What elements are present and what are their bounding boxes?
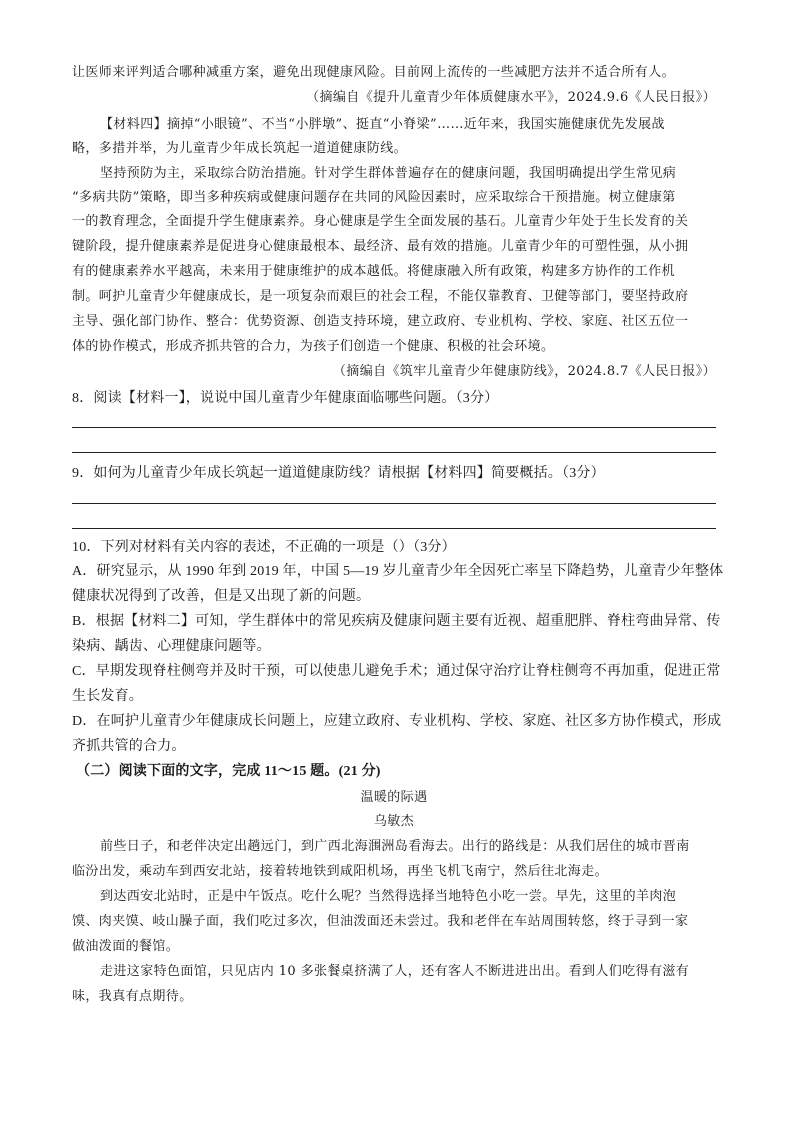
material4-para2-line: 一的教育理念，全面提升学生健康素养。身心健康是学生全面发展的基石。儿童青少年处于生长发育的关 <box>72 214 689 229</box>
option-d-line-1[interactable]: D．在呵护儿童青少年健康成长问题上，应建立政府、专业机构、学校、家庭、社区多方协作模式，形成 <box>72 714 722 729</box>
material4-line-2: 略，多措并举，为儿童青少年成长筑起一道道健康防线。 <box>72 141 408 156</box>
option-c-line-2: 生长发育。 <box>72 689 143 704</box>
material4-para2-line: 键阶段，提升健康素养是促进身心健康最根本、最经济、最有效的措施。儿童青少年的可塑性强，从小拥 <box>72 239 689 254</box>
option-b-line-2: 染病、龋齿、心理健康问题等。 <box>72 639 271 654</box>
question-10: 10．下列对材料有关内容的表述，不正确的一项是（）（3分） <box>72 540 456 555</box>
carryover-line: 让医师来评判适合哪种减重方案，避免出现健康风险。目前网上流传的一些减肥方法并不适合所有人。 <box>72 65 676 80</box>
story-line: 馍、肉夹馍、岐山臊子面，我们吃过多次，但油泼面还未尝过。我和老伴在车站周围转悠，终于寻到一家 <box>72 914 689 929</box>
material4-para2-line: 制。呵护儿童青少年健康成长，是一项复杂而艰巨的社会工程，不能仅靠教育、卫健等部门，要坚持政府 <box>72 289 689 304</box>
story-line: 临汾出发，乘动车到西安北站，接着转地铁到咸阳机场，再坐飞机飞南宁，然后往北海走。 <box>72 864 609 879</box>
option-c-line-1[interactable]: C．早期发现脊柱侧弯并及时干预，可以使患儿避免手术；通过保守治疗让脊柱侧弯不再加重，促进正常 <box>72 664 721 679</box>
story-line: 走进这家特色面馆，只见店内 10 多张餐桌挤满了人，还有客人不断进进出出。看到人们吃得有滋有 <box>100 964 690 979</box>
answer-line[interactable] <box>72 503 716 504</box>
material4-para2-line: 有的健康素养水平越高，未来用于健康维护的成本越低。将健康融入所有政策，构建多方协作的工作机 <box>72 264 676 279</box>
source-citation-1: （摘编自《提升儿童青少年体质健康水平》，2024.9.6《人民日报》） <box>306 90 716 105</box>
option-a-line-1[interactable]: A．研究显示，从 1990 年到 2019 年，中国 5—19 岁儿童青少年全因死亡率呈下降趋势，儿童青少年整体 <box>72 564 724 579</box>
question-8: 8．阅读【材料一】，说说中国儿童青少年健康面临哪些问题。（3分） <box>72 391 499 406</box>
option-d-line-2: 齐抓共管的合力。 <box>72 739 186 754</box>
answer-line[interactable] <box>72 427 716 428</box>
material4-para2-line: 坚持预防为主，采取综合防治措施。针对学生群体普遍存在的健康问题，我国明确提出学生常见病 <box>100 166 677 181</box>
story-author: 乌敏杰 <box>373 814 415 829</box>
story-line: 到达西安北站时，正是中午饭点。吃什么呢？当然得选择当地特色小吃一尝。早先，这里的羊肉泡 <box>100 889 677 904</box>
story-line: 做油泼面的餐馆。 <box>72 939 180 954</box>
option-a-line-2: 健康状况得到了改善，但是又出现了新的问题。 <box>72 589 371 604</box>
answer-line[interactable] <box>72 528 716 529</box>
material4-para2-line: 主导、强化部门协作、整合：优势资源、创造支持环境，建立政府、专业机构、学校、家庭、社区五位一 <box>72 314 689 329</box>
story-title: 温暖的际遇 <box>360 790 428 805</box>
story-line: 味，我真有点期待。 <box>72 989 193 1004</box>
question-9: 9．如何为儿童青少年成长筑起一道道健康防线？请根据【材料四】简要概括。（3分） <box>72 466 605 481</box>
material4-para2-line: 体的协作模式，形成齐抓共管的合力，为孩子们创造一个健康、积极的社会环境。 <box>72 339 555 354</box>
answer-line[interactable] <box>72 452 716 453</box>
section-heading: （二）阅读下面的文字，完成 11～15 题。(21 分) <box>76 764 381 779</box>
source-citation-2: （摘编自《筑牢儿童青少年健康防线》，2024.8.7《人民日报》） <box>332 364 716 379</box>
story-line: 前些日子，和老伴决定出趟远门，到广西北海涠洲岛看海去。出行的路线是：从我们居住的城市晋南 <box>100 839 690 854</box>
material4-para2-line: “多病共防”策略，即当多种疾病或健康问题存在共同的风险因素时，应采取综合干预措施。树立健康第 <box>72 190 676 205</box>
material4-line-1: 【材料四】摘掉“小眼镜”、不当“小胖墩”、挺直“小脊梁”……近年来，我国实施健康优先发展战 <box>100 117 665 132</box>
option-b-line-1[interactable]: B．根据【材料二】可知，学生群体中的常见疾病及健康问题主要有近视、超重肥胖、脊柱弯曲异常、传 <box>72 614 721 629</box>
